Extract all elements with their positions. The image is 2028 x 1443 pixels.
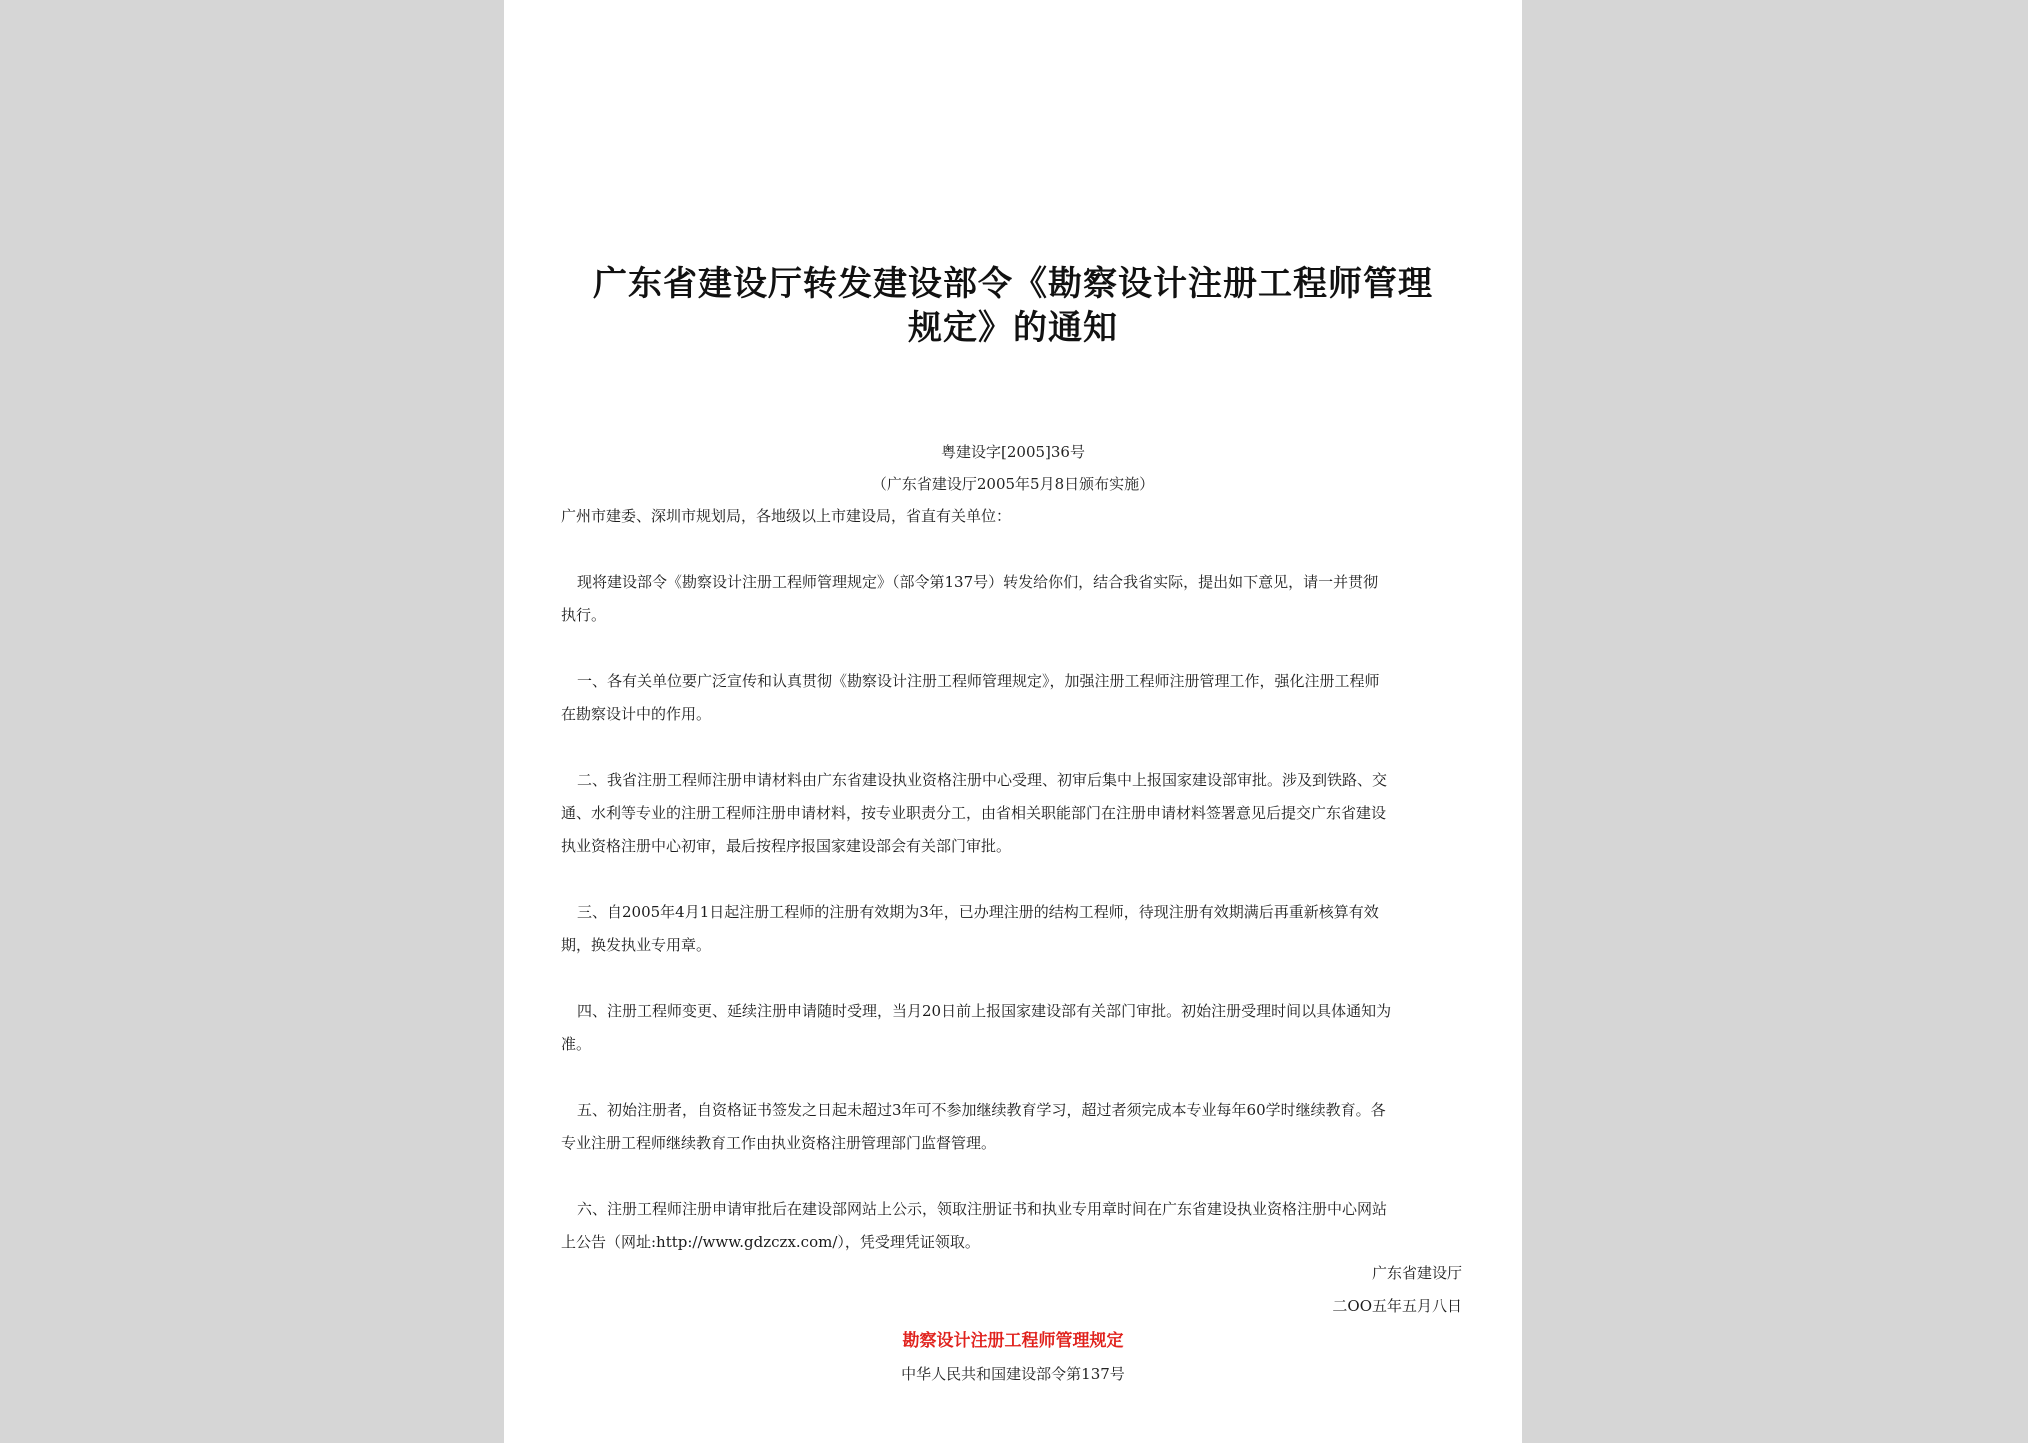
item-paragraph-2	[561, 764, 1461, 863]
paragraph-line: 执业资格注册中心初审，最后按程序报国家建设部会有关部门审批。	[561, 837, 1012, 855]
document-page	[504, 0, 1522, 1443]
title-line-2: 规定》的通知	[908, 308, 1118, 348]
paragraph-line: 六、注册工程师注册申请审批后在建设部网站上公示，领取注册证书和执业专用章时间在广东省建设执业资格注册中心网站	[577, 1200, 1388, 1218]
addressee: 广州市建委、深圳市规划局，各地级以上市建设局，省直有关单位：	[561, 507, 1012, 525]
issued-note: （广东省建设厅2005年5月8日颁布实施）	[871, 475, 1155, 493]
paragraph-line: 上公告（网址:http://www.gdzczx.com/），凭受理凭证领取。	[561, 1233, 980, 1251]
attachment-decree-number: 中华人民共和国建设部令第137号	[901, 1365, 1125, 1383]
paragraph-line: 准。	[561, 1035, 592, 1053]
title-line-1: 广东省建设厅转发建设部令《勘察设计注册工程师管理	[593, 264, 1433, 304]
item-paragraph-3	[561, 896, 1461, 962]
item-paragraph-6	[561, 1193, 1461, 1259]
item-paragraph-5	[561, 1094, 1461, 1160]
signature-date: 二OO五年五月八日	[1332, 1297, 1462, 1315]
document-number: 粤建设字[2005]36号	[941, 443, 1085, 461]
paragraph-line: 四、注册工程师变更、延续注册申请随时受理，当月20日前上报国家建设部有关部门审批。初始注册受理时间以具体通知为	[577, 1002, 1392, 1020]
paragraph-line: 在勘察设计中的作用。	[561, 705, 712, 723]
paragraph-line: 三、自2005年4月1日起注册工程师的注册有效期为3年，已办理注册的结构工程师，待现注册有效期满后再重新核算有效	[577, 903, 1379, 921]
paragraph-line: 专业注册工程师继续教育工作由执业资格注册管理部门监督管理。	[561, 1134, 997, 1152]
item-paragraph-4	[561, 995, 1461, 1061]
document-title	[544, 262, 1482, 350]
attachment-title: 勘察设计注册工程师管理规定	[902, 1331, 1124, 1351]
paragraph-line: 期，换发执业专用章。	[561, 936, 712, 954]
paragraph-line: 二、我省注册工程师注册申请材料由广东省建设执业资格注册中心受理、初审后集中上报国家建设部审批。涉及到铁路、交	[577, 771, 1388, 789]
paragraph-line: 五、初始注册者，自资格证书签发之日起未超过3年可不参加继续教育学习，超过者须完成本专业每年60学时继续教育。各	[577, 1101, 1386, 1119]
paragraph-line: 执行。	[561, 606, 607, 624]
paragraph-line: 通、水利等专业的注册工程师注册申请材料，按专业职责分工，由省相关职能部门在注册申请材料签署意见后提交广东省建设	[561, 804, 1387, 822]
item-paragraph-1	[561, 665, 1461, 731]
paragraph-line: 一、各有关单位要广泛宣传和认真贯彻《勘察设计注册工程师管理规定》，加强注册工程师注册管理工作，强化注册工程师	[577, 672, 1380, 690]
paragraph-line: 现将建设部令《勘察设计注册工程师管理规定》（部令第137号）转发给你们，结合我省实际，提出如下意见，请一并贯彻	[577, 573, 1379, 591]
signature-organization: 广东省建设厅	[1371, 1264, 1462, 1282]
intro-paragraph	[561, 566, 1461, 632]
